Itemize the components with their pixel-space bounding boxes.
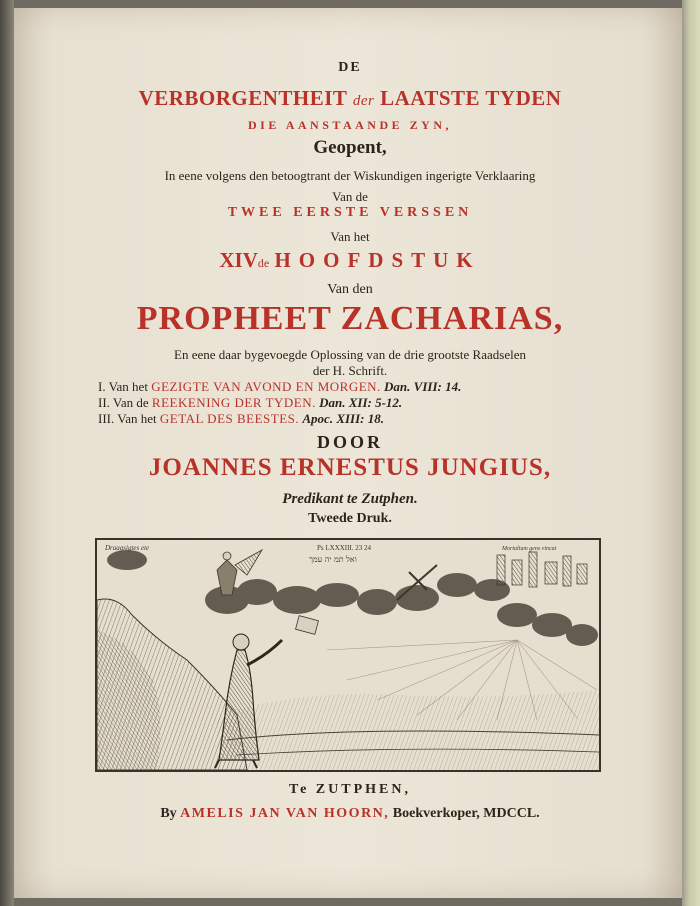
chapter-word: HOOFDSTUK (274, 248, 481, 272)
reference-citation: Dan. XII: 5-12. (319, 395, 403, 410)
line-verklaaring: In eene volgens den betoogtrant der Wiskundigen ingerigte Verklaaring (164, 168, 536, 183)
reference-prefix: II. Van de (98, 395, 149, 410)
chapter-number: XIV (219, 248, 258, 272)
frontispiece-engraving (95, 538, 601, 772)
line-raadselen: En eene daar bygevoegde Oplossing van de drie grootste Raadselen (174, 347, 526, 362)
reference-prefix: I. Van het (98, 379, 148, 394)
line-van-de: Van de (332, 189, 368, 204)
reference-prefix: III. Van het (98, 411, 157, 426)
author-position: Predikant te Zutphen. (282, 491, 418, 507)
title-der: der (352, 93, 375, 109)
landscape (217, 690, 599, 770)
main-title (0, 86, 700, 111)
book-spine (0, 0, 14, 906)
engraving-illustration (97, 540, 599, 770)
reference-subject: GEZIGTE VAN AVOND EN MORGEN. (151, 379, 381, 394)
imprint-rest: Boekverkoper, MDCCL. (392, 806, 540, 821)
imprint-place: Te ZUTPHEN, (289, 782, 411, 797)
page-edge (682, 0, 700, 906)
title-part2: LAATSTE TYDEN (380, 86, 562, 110)
title-de: DE (338, 60, 362, 75)
imprint-line (0, 806, 700, 822)
reference-subject: REEKENING DER TYDEN. (151, 395, 316, 410)
line-geopent: Geopent, (313, 137, 387, 158)
line-hoofdstuk (0, 248, 700, 273)
author-name: JOANNES ERNESTUS JUNGIUS, (148, 454, 552, 481)
subtitle-die: DIE AANSTAANDE ZYN, (248, 118, 452, 132)
title-part1: VERBORGENTHEIT (138, 86, 348, 110)
reference-row (98, 411, 461, 427)
reference-citation: Dan. VIII: 14. (384, 379, 462, 394)
reference-citation: Apoc. XIII: 18. (302, 411, 385, 426)
engraving-label-left: Draagsigtes ete (105, 544, 150, 552)
printer-name: AMELIS JAN VAN HOORN, (180, 806, 390, 821)
chapter-suffix: de (257, 256, 270, 270)
imprint-by: By (160, 806, 177, 821)
engraving-label-center: Ps LXXXIII. 23 24 (317, 544, 372, 552)
engraving-label-right: Mortalium gens vincat (502, 546, 557, 552)
line-twee-verssen: TWEE EERSTE VERSSEN (227, 205, 473, 220)
line-schrift: der H. Schrift. (312, 363, 388, 378)
line-van-het: Van het (330, 229, 370, 244)
reference-row (98, 395, 461, 411)
engraving-label-hebrew: ואל תמ יה עמך (309, 555, 357, 564)
edition-line: Tweede Druk. (308, 511, 392, 526)
line-van-den: Van den (327, 282, 373, 297)
scripture-references (98, 379, 461, 427)
line-door: DOOR (317, 432, 383, 452)
reference-row (98, 379, 461, 395)
reference-subject: GETAL DES BEESTES. (159, 411, 300, 426)
prophet-heading: PROPHEET ZACHARIAS, (136, 300, 564, 337)
